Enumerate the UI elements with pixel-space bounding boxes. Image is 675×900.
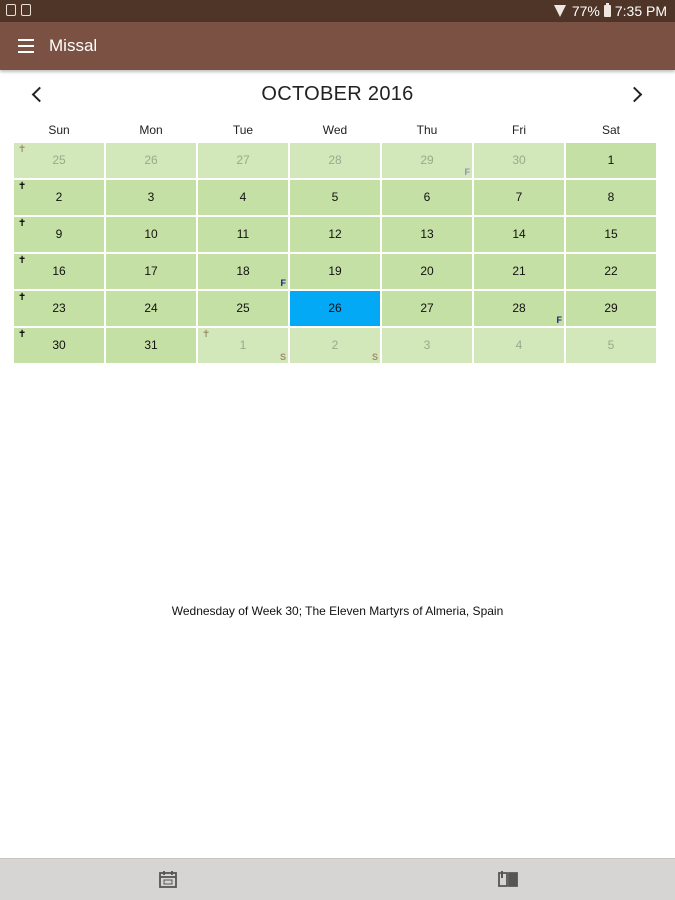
- day-cell[interactable]: [14, 143, 104, 178]
- day-number: 30: [52, 338, 66, 352]
- day-number: 28: [512, 301, 526, 315]
- day-cell[interactable]: [198, 291, 288, 326]
- day-cell[interactable]: [382, 254, 472, 289]
- day-cell[interactable]: [382, 217, 472, 252]
- month-title: OCTOBER 2016: [261, 83, 414, 105]
- cross-icon: ✝: [202, 329, 211, 340]
- day-cell[interactable]: [382, 328, 472, 363]
- cross-icon: ✝: [18, 255, 27, 266]
- day-number: 23: [52, 301, 66, 315]
- day-cell[interactable]: [106, 180, 196, 215]
- weekday-label: Sun: [48, 123, 70, 137]
- day-number: 31: [144, 338, 158, 352]
- day-cell[interactable]: [198, 217, 288, 252]
- day-number: 18: [236, 264, 250, 278]
- status-bar: [0, 0, 675, 22]
- day-number: 1: [239, 338, 247, 352]
- day-number: 25: [52, 153, 66, 167]
- day-cell[interactable]: [474, 143, 564, 178]
- day-number: 9: [55, 227, 63, 241]
- calendar-tab-button[interactable]: [158, 869, 180, 891]
- day-cell[interactable]: [198, 180, 288, 215]
- day-number: 4: [515, 338, 523, 352]
- day-number: 10: [144, 227, 158, 241]
- day-cell[interactable]: [474, 217, 564, 252]
- app-bar: [0, 22, 675, 70]
- day-cell[interactable]: [566, 180, 656, 215]
- day-cell[interactable]: [198, 254, 288, 289]
- day-number: 12: [328, 227, 342, 241]
- cross-icon: ✝: [18, 218, 27, 229]
- day-number: 1: [607, 153, 615, 167]
- calendar-icon: [158, 869, 178, 889]
- day-cell[interactable]: [106, 217, 196, 252]
- feast-marker: F: [464, 167, 470, 177]
- notification-icons: [6, 4, 31, 16]
- day-number: 20: [420, 264, 434, 278]
- app-title: Missal: [49, 36, 98, 55]
- day-number: 26: [144, 153, 158, 167]
- notification-icon: [6, 4, 16, 16]
- day-cell[interactable]: [566, 143, 656, 178]
- cross-icon: ✝: [18, 144, 27, 155]
- cross-icon: ✝: [18, 181, 27, 192]
- day-cell[interactable]: [474, 291, 564, 326]
- day-number: 7: [515, 190, 523, 204]
- battery-percent: 77%: [571, 3, 600, 19]
- feast-marker: F: [280, 278, 286, 288]
- day-number: 3: [147, 190, 155, 204]
- day-cell[interactable]: [14, 328, 104, 363]
- next-month-button[interactable]: [625, 82, 651, 108]
- day-number: 16: [52, 264, 66, 278]
- status-right: [554, 3, 667, 19]
- weekday-label: Wed: [322, 123, 348, 137]
- day-number: 13: [420, 227, 434, 241]
- cross-icon: ✝: [18, 292, 27, 303]
- day-number: 14: [512, 227, 526, 241]
- day-number: 11: [236, 227, 250, 241]
- day-cell[interactable]: [106, 143, 196, 178]
- day-cell[interactable]: [474, 180, 564, 215]
- day-cell[interactable]: [290, 143, 380, 178]
- feast-marker: S: [371, 352, 378, 362]
- day-cell[interactable]: [290, 254, 380, 289]
- day-number: 5: [331, 190, 339, 204]
- day-cell[interactable]: [566, 291, 656, 326]
- day-number: 17: [144, 264, 158, 278]
- day-number: 15: [604, 227, 618, 241]
- day-cell[interactable]: [106, 328, 196, 363]
- day-cell[interactable]: [290, 217, 380, 252]
- calendar-grid: [14, 143, 661, 365]
- month-navigation: [0, 78, 675, 112]
- bottom-navigation: [0, 858, 675, 900]
- day-summary: Wednesday of Week 30; The Eleven Martyrs of Almeria, Spain: [171, 604, 504, 618]
- weekday-label: Tue: [232, 123, 254, 137]
- day-number: 27: [420, 301, 434, 315]
- day-number: 25: [236, 301, 250, 315]
- day-number: 29: [420, 153, 434, 167]
- feast-marker: F: [556, 315, 562, 325]
- day-cell[interactable]: [382, 143, 472, 178]
- day-cell[interactable]: [14, 180, 104, 215]
- day-cell[interactable]: [290, 328, 380, 363]
- day-cell[interactable]: [106, 254, 196, 289]
- feast-marker: S: [279, 352, 286, 362]
- day-number: 19: [328, 264, 342, 278]
- day-cell[interactable]: [14, 291, 104, 326]
- day-number: 24: [144, 301, 158, 315]
- weekday-label: Sat: [601, 123, 620, 137]
- day-number: 5: [607, 338, 615, 352]
- day-cell[interactable]: [382, 180, 472, 215]
- day-cell[interactable]: [198, 328, 288, 363]
- day-cell[interactable]: [14, 217, 104, 252]
- day-number: 26: [328, 301, 342, 315]
- weekday-label: Mon: [139, 123, 163, 137]
- day-number: 21: [512, 264, 526, 278]
- day-cell[interactable]: [474, 254, 564, 289]
- day-cell[interactable]: [198, 143, 288, 178]
- day-number: 6: [423, 190, 431, 204]
- day-number: 28: [328, 153, 342, 167]
- day-number: 3: [423, 338, 431, 352]
- day-cell[interactable]: [290, 180, 380, 215]
- chevron-right-icon: [627, 87, 643, 103]
- day-number: 29: [604, 301, 618, 315]
- day-cell[interactable]: [566, 254, 656, 289]
- day-cell[interactable]: [566, 328, 656, 363]
- battery-icon: [604, 5, 611, 17]
- day-number: 30: [512, 153, 526, 167]
- wifi-icon: [554, 5, 566, 17]
- day-number: 27: [236, 153, 250, 167]
- day-number: 22: [604, 264, 618, 278]
- day-cell[interactable]: [382, 291, 472, 326]
- menu-icon[interactable]: [18, 39, 34, 53]
- weekday-label: Fri: [512, 123, 526, 137]
- day-number: 2: [55, 190, 63, 204]
- weekday-label: Thu: [416, 123, 438, 137]
- day-cell-selected[interactable]: [290, 291, 380, 326]
- day-cell[interactable]: [474, 328, 564, 363]
- day-number: 4: [239, 190, 247, 204]
- cross-icon: ✝: [18, 329, 27, 340]
- day-cell[interactable]: [566, 217, 656, 252]
- book-icon: [497, 869, 519, 889]
- weekday-header: [14, 123, 661, 139]
- day-number: 2: [331, 338, 339, 352]
- day-cell[interactable]: [106, 291, 196, 326]
- book-tab-button[interactable]: [497, 869, 519, 891]
- day-number: 8: [607, 190, 615, 204]
- notification-icon: [21, 4, 31, 16]
- day-cell[interactable]: [14, 254, 104, 289]
- clock: 7:35 PM: [614, 3, 667, 19]
